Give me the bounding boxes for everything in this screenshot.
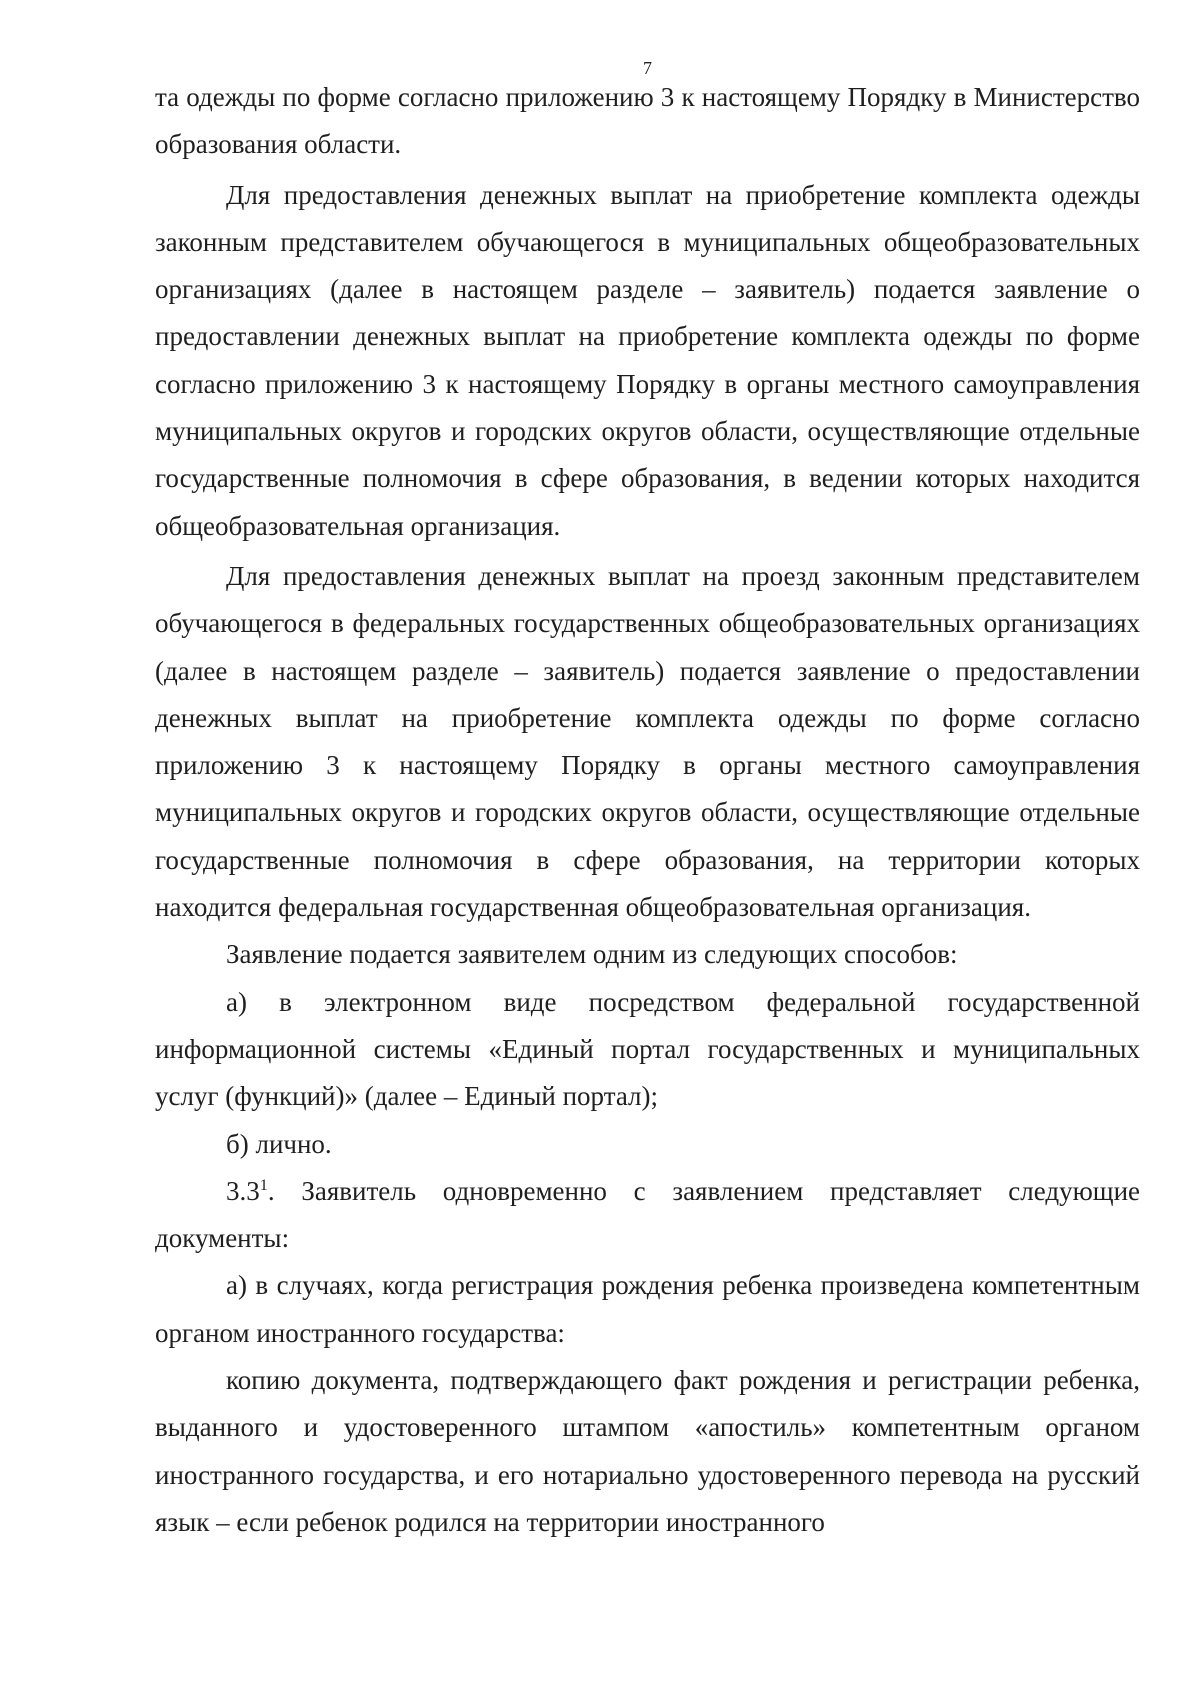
section-text: . Заявитель одновременно с заявлением представляет следующие документы: [155, 1175, 1140, 1254]
section-3-3-1 [155, 1168, 1140, 1263]
paragraph-continuation: та одежды по форме согласно приложению 3 к настоящему Порядку в Министерство образования области. [155, 82, 1140, 160]
paragraph-document-copy: копию документа, подтверждающего факт рождения и регистрации ребенка, выданного и удостоверенного штампом «апостиль» компетентным органом иностранного государства, и его нотариально удостоверенного перевода на русский язык – если ребенок родился на территории иностранного [155, 1365, 1140, 1537]
document-body [155, 74, 1140, 1546]
section-number: 3.3 [226, 1175, 260, 1206]
section-superscript: 1 [259, 1175, 268, 1194]
page-number: 7 [643, 58, 652, 78]
list-item-in-person: б) лично. [226, 1128, 332, 1159]
list-item-electronic: а) в электронном виде посредством федеральной государственной информационной системы «Единый портал государственных и муниципальных услуг (функций)» (далее – Единый портал); [155, 986, 1140, 1112]
paragraph-submission-methods: Заявление подается заявителем одним из следующих способов: [226, 939, 958, 970]
paragraph-clothing-municipal: Для предоставления денежных выплат на приобретение комплекта одежды законным представителем обучающегося в муниципальных общеобразовательных организациях (далее в настоящем разделе – заявитель) подается заявление о предоставлении денежных выплат на приобретение комплекта одежды по форме согласно приложению 3 к настоящему Порядку в органы местного самоуправления муниципальных округов и городских округов области, осуществляющие отдельные государственные полномочия в сфере образования, в ведении которых находится общеобразовательная организация. [155, 179, 1140, 541]
paragraph-travel-federal: Для предоставления денежных выплат на проезд законным представителем обучающегося в федеральных государственных общеобразовательных организациях (далее в настоящем разделе – заявитель) подается заявление о предоставлении денежных выплат на приобретение комплекта одежды по форме согласно приложению 3 к настоящему Порядку в органы местного самоуправления муниципальных округов и городских округов области, осуществляющие отдельные государственные полномочия в сфере образования, на территории которых находится федеральная государственная общеобразовательная организация. [155, 560, 1140, 923]
list-item-foreign-registration: а) в случаях, когда регистрация рождения ребенка произведена компетентным органом иностранного государства: [155, 1270, 1140, 1348]
